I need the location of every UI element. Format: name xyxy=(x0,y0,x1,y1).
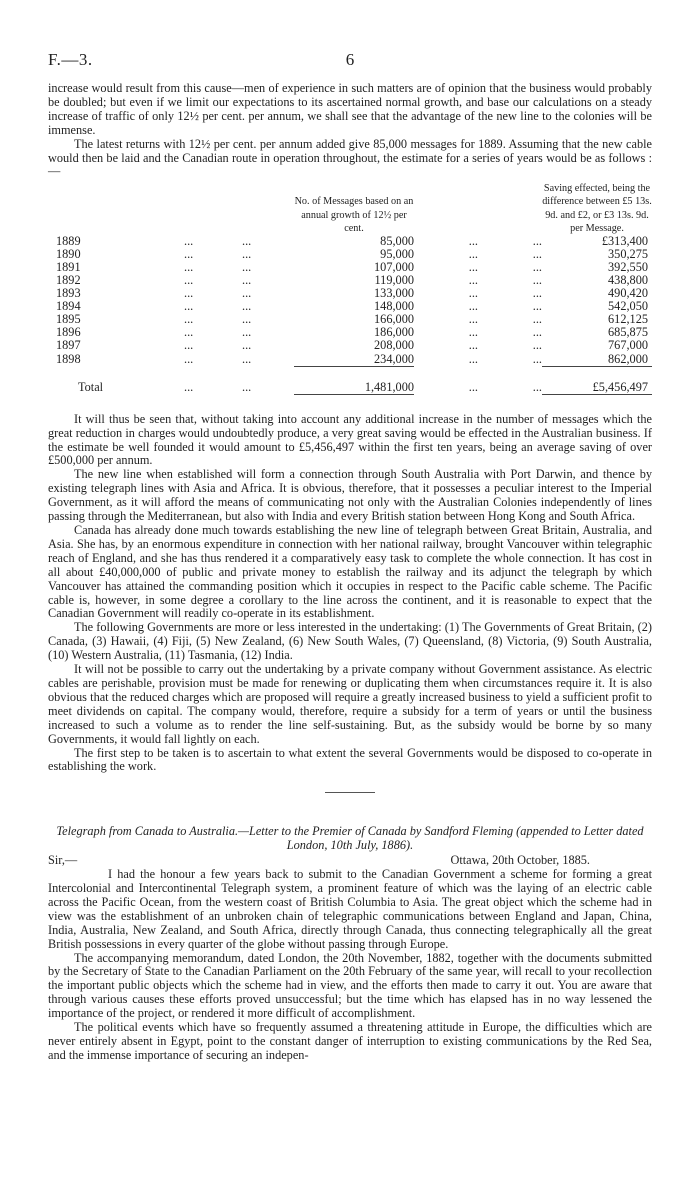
leader-dots: ... xyxy=(184,312,194,327)
leader-dots: ... xyxy=(468,380,478,395)
leader-dots: ... xyxy=(184,325,194,340)
leader-dots: ... xyxy=(184,299,194,314)
letter-paragraph: I had the honour a few years back to submit to the Canadian Government a scheme for forming a great Intercolonial and Intercontinental Telegraph system, a prominent feature of which was the laying of an electric cable across the Pacific Ocean, from the western coast of British Columbia to Asia. The great object which the scheme had in view was the establishment of an unbroken chain of telegraphic communications between England and Japan, China, India, Australia, New Zealand, and South Africa, directly through Canada, thus connecting telegraphically all the great British possessions in every quarter of the globe without passing through Europe. xyxy=(48,867,652,951)
leader-dots: ... xyxy=(184,233,194,248)
table-row xyxy=(48,274,652,287)
leader-dots: ... xyxy=(242,352,252,367)
leader-dots: ... xyxy=(532,352,542,367)
messages-cell: 119,000 xyxy=(374,273,414,287)
table-header-row xyxy=(48,182,652,234)
leader-dots: ... xyxy=(468,352,478,367)
leader-dots: ... xyxy=(532,338,542,353)
paragraph: The following Governments are more or less interested in the undertaking: (1) The Governments of Great Britain, (2) Canada, (3) Hawaii, (4) Fiji, (5) New Zealand, (6) New South Wales, (7) Queensland, (8) Victoria, (9) South Australia, (10) Western Australia, (11) Tasmania, (12) India. xyxy=(48,620,652,663)
year-cell: 1897 xyxy=(56,338,81,353)
leader-dots: ... xyxy=(468,273,478,287)
messages-cell: 107,000 xyxy=(374,259,414,274)
table-row xyxy=(48,261,652,274)
paragraph: The first step to be taken is to ascertain to what extent the several Governments would be disposed to co-operate in establishing the work. xyxy=(48,745,652,774)
letter-title: Telegraph from Canada to Australia.—Letter to the Premier of Canada by Sandford Fleming (appended to Letter dated London, 10th July, 1886). xyxy=(56,824,644,853)
leader-dots: ... xyxy=(242,246,252,261)
messages-cell: 95,000 xyxy=(380,246,414,261)
page-number: 6 xyxy=(345,50,355,69)
paragraph: Canada has already done much towards establishing the new line of telegraph between Great Britain, Australia, and Asia. She has, by an enormous expenditure in connection with her national railway, brought Vancouver within telegraphic reach of England, and she has thus rendered it a comparatively easy task to complete the whole connection. It has cost in all about £40,000,000 of public and private money to establish the railway and its adjunct the telegraph by which Vancouver has attained the commanding position which it occupies in respect to the Pacific cable scheme. The Pacific cable is, however, in some degree a corollary to the line across the continent, and it is reasonable to expect that the Canadian Government will readily co-operate in its establishment. xyxy=(48,523,652,621)
saving-cell: 350,275 xyxy=(608,246,648,261)
leader-dots: ... xyxy=(532,299,542,314)
leader-dots: ... xyxy=(532,312,542,327)
saving-column-header: Saving effected, being the difference between £5 13s. 9d. and £2, or £3 13s. 9d. per Message. xyxy=(542,183,652,234)
saving-cell: 490,420 xyxy=(608,286,648,301)
leader-dots: ... xyxy=(242,299,252,314)
table-row xyxy=(48,326,652,339)
leader-dots: ... xyxy=(184,338,194,353)
section-divider xyxy=(325,792,375,793)
body-section xyxy=(48,413,652,775)
salutation-line xyxy=(48,854,652,868)
messages-cell: 133,000 xyxy=(374,286,414,301)
table-row xyxy=(48,339,652,352)
estimate-table xyxy=(48,182,652,394)
year-cell: 1890 xyxy=(56,246,81,261)
leader-dots: ... xyxy=(532,325,542,340)
year-cell: 1894 xyxy=(56,299,81,314)
year-cell: 1889 xyxy=(56,233,81,248)
leader-dots: ... xyxy=(242,286,252,301)
total-label: Total xyxy=(78,380,104,395)
leader-dots: ... xyxy=(242,273,252,287)
leader-dots: ... xyxy=(468,299,478,314)
leader-dots: ... xyxy=(242,338,252,353)
table-row xyxy=(48,235,652,248)
place-date: Ottawa, 20th October, 1885. xyxy=(450,853,590,868)
leader-dots: ... xyxy=(242,380,252,395)
messages-cell: 208,000 xyxy=(374,338,414,353)
leader-dots: ... xyxy=(242,325,252,340)
leader-dots: ... xyxy=(468,246,478,261)
messages-column-header: No. of Messages based on an annual growth of 12½ per cent. xyxy=(294,196,414,234)
leader-dots: ... xyxy=(532,246,542,261)
leader-dots: ... xyxy=(184,352,194,367)
leader-dots: ... xyxy=(468,338,478,353)
leader-dots: ... xyxy=(184,246,194,261)
table-row xyxy=(48,287,652,300)
saving-cell: 767,000 xyxy=(608,338,648,353)
document-page xyxy=(48,50,652,1063)
table-row xyxy=(48,248,652,261)
paragraph: It will thus be seen that, without taking into account any additional increase in the number of messages which the great reduction in charges would undoubtedly produce, a very great saving would be effected in the Australian business. If the estimate be well founded it would amount to £5,456,497 within the first ten years, being an average saving of over £500,000 per annum. xyxy=(48,411,652,468)
saving-cell: 685,875 xyxy=(608,325,648,340)
leader-dots: ... xyxy=(184,259,194,274)
leader-dots: ... xyxy=(468,233,478,248)
year-cell: 1891 xyxy=(56,259,81,274)
saving-cell: 542,050 xyxy=(608,299,648,314)
year-cell: 1892 xyxy=(56,273,81,287)
leader-dots: ... xyxy=(468,312,478,327)
total-messages: 1,481,000 xyxy=(294,366,414,394)
table-row xyxy=(48,300,652,313)
table-row xyxy=(48,353,652,367)
year-cell: 1896 xyxy=(56,325,81,340)
messages-cell: 148,000 xyxy=(374,299,414,314)
saving-cell: 862,000 xyxy=(608,351,648,366)
leader-dots: ... xyxy=(242,259,252,274)
messages-cell: 166,000 xyxy=(374,312,414,327)
leader-dots: ... xyxy=(184,380,194,395)
document-reference: F.—3. xyxy=(48,50,93,69)
paragraph: The new line when established will form a connection through South Australia with Port Darwin, and thence by existing telegraph lines with Asia and Africa. It is obvious, therefore, that it possesses a peculiar interest to the Imperial Government, as it will afford the means of communicating not only with the Australian Colonies independently of lines passing through the Mediterranean, but also with India and every British station between Hong Kong and South Africa. xyxy=(48,467,652,524)
letter-paragraph: The political events which have so frequently assumed a threatening attitude in Europe, the difficulties which are never entirely absent in Egypt, point to the constant danger of interruption to existing communications by the Red Sea, and the immense importance of securing an indepen- xyxy=(48,1020,652,1062)
salutation: Sir,— xyxy=(48,853,78,868)
total-row xyxy=(48,366,652,394)
saving-cell: 612,125 xyxy=(608,312,648,327)
leader-dots: ... xyxy=(242,312,252,327)
leader-dots: ... xyxy=(184,273,194,287)
paragraph: increase would result from this cause—men of experience in such matters are of opinion that the business would probably be doubled; but even if we limit our expectations to its ascertained normal growth, and base our calculations on a steady increase of traffic of only 12½ per cent. per annum, we shall see that the advantage of the new line to the colonies will be immense. xyxy=(48,81,652,137)
leader-dots: ... xyxy=(468,259,478,274)
leader-dots: ... xyxy=(532,273,542,287)
saving-cell: £313,400 xyxy=(601,233,648,248)
leader-dots: ... xyxy=(242,233,252,248)
messages-cell: 234,000 xyxy=(374,351,414,366)
year-cell: 1893 xyxy=(56,286,81,301)
messages-cell: 186,000 xyxy=(374,325,414,340)
year-cell: 1898 xyxy=(56,352,81,367)
saving-cell: 392,550 xyxy=(608,259,648,274)
leader-dots: ... xyxy=(532,259,542,274)
paragraph: It will not be possible to carry out the undertaking by a private company without Government assistance. As electric cables are perishable, provision must be made for renewing or duplicating them when circumstances require it. It is also obvious that the reduced charges which are proposed will require a greatly increased business to yield a sufficient profit to meet dividends on capital. The company would, therefore, require a subsidy for a term of years or until the business increased to such a volume as to render the line self-sustaining. But, as the subsidy would be borne by so many Governments, it would fall lightly on each. xyxy=(48,662,652,746)
year-cell: 1895 xyxy=(56,312,81,327)
leader-dots: ... xyxy=(532,233,542,248)
leader-dots: ... xyxy=(184,286,194,301)
messages-cell: 85,000 xyxy=(380,233,414,248)
paragraph: The latest returns with 12½ per cent. per annum added give 85,000 messages for 1889. Assuming that the new cable would then be laid and the Canadian route in operation throughout, the estimate for a series of years would be as follows :— xyxy=(48,136,652,179)
saving-cell: 438,800 xyxy=(608,273,648,287)
leader-dots: ... xyxy=(468,325,478,340)
table-row xyxy=(48,313,652,326)
leader-dots: ... xyxy=(532,380,542,395)
leader-dots: ... xyxy=(532,286,542,301)
letter-paragraph: The accompanying memorandum, dated London, the 20th November, 1882, together with the documents submitted by the Secretary of State to the Canadian Parliament on the 20th February of the same year, will recall to your recollection the important public objects which the scheme had in view, and the efforts then made to carry it out. You are aware that through various causes these efforts proved unsuccessful; but the time which has elapsed has in no way lessened the importance of the project, or rendered it more difficult of accomplishment. xyxy=(48,950,652,1021)
leader-dots: ... xyxy=(468,286,478,301)
total-saving: £5,456,497 xyxy=(542,366,652,394)
page-header xyxy=(48,50,652,82)
